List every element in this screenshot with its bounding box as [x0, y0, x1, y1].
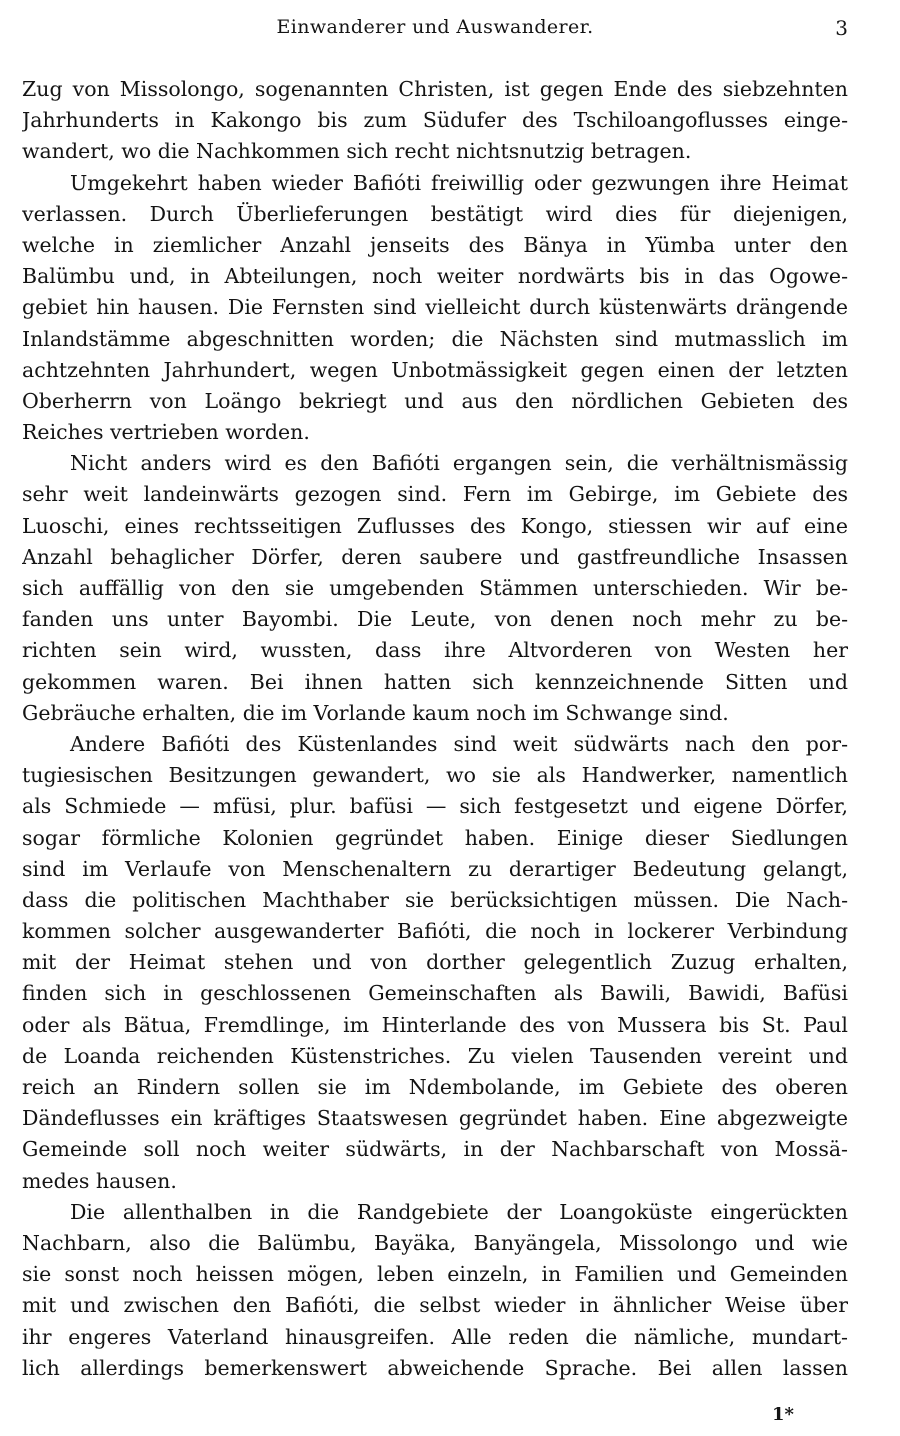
text-line: verlassen. Durch Überlieferungen bestätigt wird dies für diejenigen,: [22, 201, 848, 226]
text-line: welche in ziemlicher Anzahl jenseits des Bänya in Yümba unter den: [22, 232, 848, 257]
text-line: Gebräuche erhalten, die im Vorlande kaum noch im Schwange sind.: [22, 700, 729, 725]
text-line: de Loanda reichenden Küstenstriches. Zu vielen Tausenden vereint und: [22, 1043, 848, 1068]
text-line: kommen solcher ausgewanderter Bafióti, die noch in lockerer Verbindung: [22, 919, 848, 944]
paragraph-first-line: Umgekehrt haben wieder Bafióti freiwillig oder gezwungen ihre Heimat: [70, 170, 848, 195]
text-line: fanden uns unter Bayombi. Die Leute, von denen noch mehr zu be-: [22, 607, 848, 632]
text-line: Balümbu und, in Abteilungen, noch weiter nordwärts bis in das Ogowe-: [22, 264, 848, 289]
text-line: medes hausen.: [22, 1168, 177, 1193]
text-line: Dändeflusses ein kräftiges Staatswesen gegründet haben. Eine abgezweigte: [22, 1106, 848, 1131]
paragraph-first-line: Die allenthalben in die Randgebiete der Loangoküste eingerückten: [70, 1199, 848, 1224]
text-line: ihr engeres Vaterland hinausgreifen. Alle reden die nämliche, mundart-: [22, 1324, 848, 1349]
text-line: Anzahl behaglicher Dörfer, deren saubere und gastfreundliche Insassen: [22, 544, 848, 569]
text-line: richten sein wird, wussten, dass ihre Altvorderen von Westen her: [22, 638, 848, 663]
text-line: als Schmiede — mfüsi, plur. bafüsi — sich festgesetzt und eigene Dörfer,: [22, 794, 848, 819]
text-line: sie sonst noch heissen mögen, leben einzeln, in Familien und Gemeinden: [22, 1262, 848, 1287]
text-line: mit der Heimat stehen und von dorther gelegentlich Zuzug erhalten,: [22, 950, 848, 975]
text-line: dass die politischen Machthaber sie berücksichtigen müssen. Die Nach-: [22, 887, 848, 912]
running-title: Einwanderer und Auswanderer.: [276, 16, 594, 38]
text-line: Inlandstämme abgeschnitten worden; die Nächsten sind mutmasslich im: [22, 326, 848, 351]
text-line: Luoschi, eines rechtsseitigen Zuflusses des Kongo, stiessen wir auf eine: [22, 513, 848, 538]
text-line: wandert, wo die Nachkommen sich recht nichtsnutzig betragen.: [22, 139, 692, 164]
text-line: Zug von Missolongo, sogenannten Christen, ist gegen Ende des siebzehnten: [22, 77, 848, 101]
text-line: sind im Verlaufe von Menschenaltern zu derartiger Bedeutung gelangt,: [22, 856, 848, 881]
paragraph-first-line: Nicht anders wird es den Bafióti ergangen sein, die verhältnismässig: [70, 451, 848, 476]
text-line: finden sich in geschlossenen Gemeinschaften als Bawili, Bawidi, Bafüsi: [22, 981, 848, 1006]
text-line: gekommen waren. Bei ihnen hatten sich kennzeichnende Sitten und: [22, 669, 848, 694]
running-head: [22, 16, 848, 46]
text-line: sich auffällig von den sie umgebenden Stämmen unterschieden. Wir be-: [22, 576, 848, 600]
page-number: 3: [835, 16, 848, 40]
text-line: sehr weit landeinwärts gezogen sind. Fern im Gebirge, im Gebiete des: [22, 482, 848, 507]
text-line: gebiet hin hausen. Die Fernsten sind vielleicht durch küstenwärts drängende: [22, 295, 848, 320]
text-line: Gemeinde soll noch weiter südwärts, in der Nachbarschaft von Mossä-: [22, 1137, 848, 1162]
text-line: oder als Bätua, Fremdlinge, im Hinterlande des von Mussera bis St. Paul: [22, 1012, 848, 1037]
text-line: achtzehnten Jahrhundert, wegen Unbotmässigkeit gegen einen der letzten: [22, 357, 848, 382]
text-line: tugiesischen Besitzungen gewandert, wo sie als Handwerker, namentlich: [22, 763, 848, 788]
text-line: Jahrhunderts in Kakongo bis zum Südufer des Tschiloangoflusses einge-: [22, 108, 848, 133]
text-line: mit und zwischen den Bafióti, die selbst wieder in ähnlicher Weise über: [22, 1293, 848, 1318]
text-line: sogar förmliche Kolonien gegründet haben. Einige dieser Siedlungen: [22, 825, 848, 850]
body-text: [22, 74, 848, 1384]
text-line: Nachbarn, also die Balümbu, Bayäka, Banyängela, Missolongo und wie: [22, 1230, 848, 1255]
text-line: Reiches vertrieben worden.: [22, 420, 310, 445]
paragraph-first-line: Andere Bafióti des Küstenlandes sind weit südwärts nach den por-: [70, 731, 848, 756]
text-line: reich an Rindern sollen sie im Ndembolande, im Gebiete des oberen: [22, 1075, 848, 1099]
text-line: Oberherrn von Loängo bekriegt und aus den nördlichen Gebieten des: [22, 388, 848, 413]
signature-mark: 1*: [772, 1404, 794, 1425]
text-line: lich allerdings bemerkenswert abweichende Sprache. Bei allen lassen: [22, 1355, 848, 1380]
